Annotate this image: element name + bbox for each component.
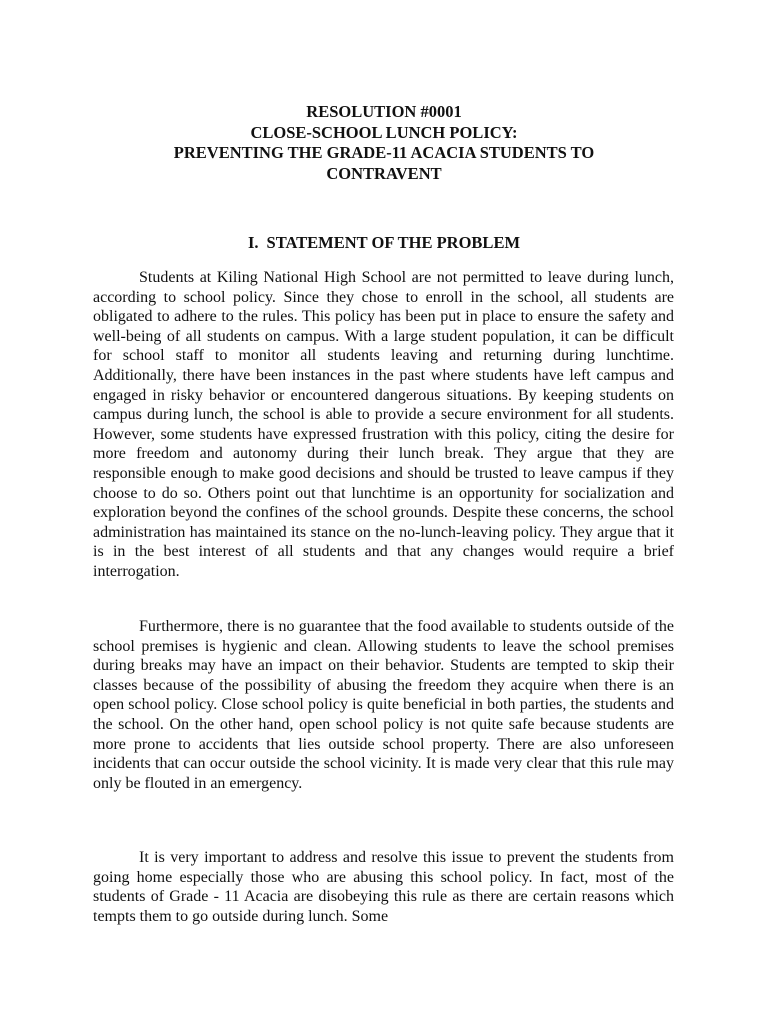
policy-subtitle-line-2: CONTRAVENT (326, 163, 442, 183)
policy-subtitle-line-1: PREVENTING THE GRADE-11 ACACIA STUDENTS TO (173, 143, 595, 162)
body-paragraph-2: Furthermore, there is no guarantee that the food available to students outside of the school premises is hygienic and clean. Allowing students to leave the school premises during breaks may have an impact on their behavior. Students are tempted to skip their classes because of the possibility of abusing the freedom they acquire when there is an open school policy. Close school policy is quite beneficial in both parties, the students and the school. On the other hand, open school policy is not quite safe because students are more prone to accidents that lies outside school property. There are also unforeseen incidents that can occur outside the school vicinity. It is made very clear that this rule may only be flouted in an emergency. (93, 618, 674, 792)
policy-title: CLOSE-SCHOOL LUNCH POLICY: (250, 122, 518, 142)
section-title: STATEMENT OF THE PROBLEM (266, 233, 521, 252)
body-paragraph-3: It is very important to address and resolve this issue to prevent the students from going home especially those who are abusing this school policy. In fact, most of the students of Grade - 11 Acacia are disobeying this rule as there are certain reasons which tempts them to go outside during lunch. Some (93, 849, 674, 925)
section-number: I. (247, 233, 259, 252)
resolution-title-block (0, 102, 768, 184)
resolution-number: RESOLUTION #0001 (306, 102, 462, 121)
section-heading (0, 233, 768, 253)
body-paragraph-1: Students at Kiling National High School are not permitted to leave during lunch, according to school policy. Since they chose to enroll in the school, all students are obligated to adhere to the rules. This policy has been put in place to ensure the safety and well-being of all students on campus. With a large student population, it can be difficult for school staff to monitor all students leaving and returning during lunchtime. Additionally, there have been instances in the past where students have left campus and engaged in risky behavior or encountered dangerous situations. By keeping students on campus during lunch, the school is able to provide a secure environment for all students. However, some students have expressed frustration with this policy, citing the desire for more freedom and autonomy during their lunch break. They argue that they are responsible enough to make good decisions and should be trusted to leave campus if they choose to do so. Others point out that lunchtime is an opportunity for socialization and exploration beyond the confines of the school grounds. Despite these concerns, the school administration has maintained its stance on the no-lunch-leaving policy. They argue that it is in the best interest of all students and that any changes would require a brief interrogation. (93, 269, 674, 580)
